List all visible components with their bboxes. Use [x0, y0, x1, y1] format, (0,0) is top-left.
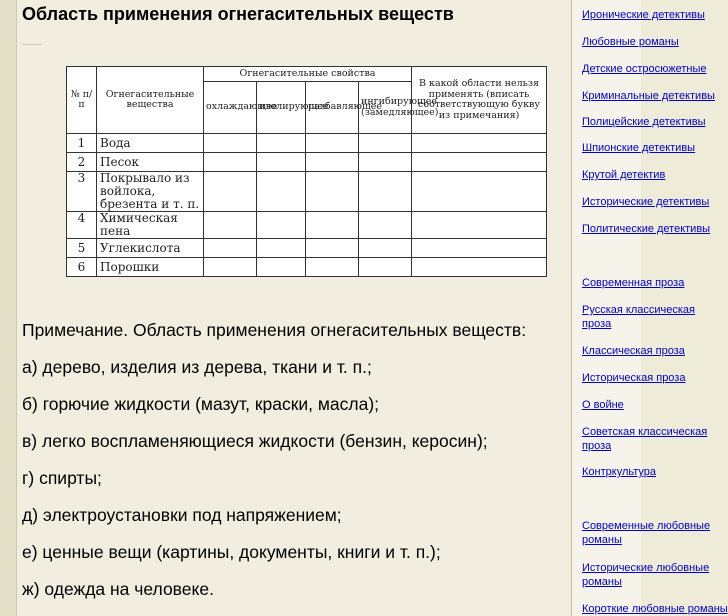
header-inhibiting: ингибирующее (замедляющее) — [359, 82, 412, 134]
note-item: а) дерево, изделия из дерева, ткани и т. п.; — [22, 357, 372, 377]
sidebar-link-russian-classic-prose-2[interactable]: проза — [582, 318, 612, 330]
cell-diluting — [306, 239, 359, 258]
header-cooling: охлаждающее — [204, 82, 257, 134]
sidebar-link-love-novels[interactable]: Любовные романы — [582, 36, 679, 48]
cell-isolating — [257, 172, 306, 212]
header-agent: Огнегасительные вещества — [97, 67, 204, 134]
cell-isolating — [257, 258, 306, 277]
sidebar-link-russian-classic-prose[interactable]: Русская классическая — [582, 304, 695, 316]
note-section — [22, 318, 567, 614]
cell-inhibiting — [359, 134, 412, 153]
left-margin-strip — [0, 0, 17, 616]
row-number: 6 — [67, 258, 97, 277]
sidebar-link-historical-love-novels-2[interactable]: романы — [582, 576, 622, 588]
cell-cooling — [204, 258, 257, 277]
genre-sidebar — [571, 0, 728, 616]
sidebar-link-short-love-novels[interactable]: Короткие любовные романы — [582, 603, 728, 615]
cell-inhibiting — [359, 258, 412, 277]
cell-area — [412, 239, 547, 258]
agent-name: Покрывало из войлока, брезента и т. п. — [97, 172, 204, 212]
table-row — [67, 172, 547, 212]
header-not-applicable-area: В какой области нельзя применять (вписать соответствующую букву из примечания) — [412, 67, 547, 134]
table-row — [67, 258, 547, 277]
agent-name: Песок — [97, 153, 204, 172]
title-divider — [22, 44, 42, 45]
cell-inhibiting — [359, 239, 412, 258]
sidebar-link-spy-detectives[interactable]: Шпионские детективы — [582, 142, 696, 154]
article — [17, 0, 570, 616]
sidebar-link-classic-prose[interactable]: Классическая проза — [582, 345, 685, 357]
sidebar-link-about-war[interactable]: О войне — [582, 399, 624, 411]
note-item: г) спирты; — [22, 468, 102, 488]
row-number: 5 — [67, 239, 97, 258]
extinguishing-agents-table-figure — [66, 66, 546, 277]
cell-inhibiting — [359, 153, 412, 172]
note-item: б) горючие жидкости (мазут, краски, масла); — [22, 394, 380, 414]
sidebar-link-counterculture[interactable]: Контркультура — [582, 466, 657, 478]
cell-diluting — [306, 258, 359, 277]
cell-diluting — [306, 134, 359, 153]
row-number: 2 — [67, 153, 97, 172]
sidebar-link-police-detectives[interactable]: Полицейские детективы — [582, 116, 706, 128]
cell-cooling — [204, 134, 257, 153]
cell-area — [412, 172, 547, 212]
sidebar-link-modern-prose[interactable]: Современная проза — [582, 277, 685, 289]
table-row — [67, 212, 547, 239]
cell-cooling — [204, 153, 257, 172]
cell-isolating — [257, 239, 306, 258]
table-row — [67, 134, 547, 153]
cell-area — [412, 153, 547, 172]
cell-diluting — [306, 153, 359, 172]
cell-diluting — [306, 212, 359, 239]
sidebar-link-kids-thrillers[interactable]: Детские остросюжетные — [582, 63, 707, 75]
row-number: 3 — [67, 172, 97, 212]
header-diluting: разбавляющее — [306, 82, 359, 134]
sidebar-link-historical-prose[interactable]: Историческая проза — [582, 372, 686, 384]
table-row — [67, 153, 547, 172]
cell-cooling — [204, 172, 257, 212]
cell-isolating — [257, 212, 306, 239]
cell-diluting — [306, 172, 359, 212]
sidebar-link-soviet-classic-prose[interactable]: Советская классическая — [582, 426, 708, 438]
note-item: д) электроустановки под напряжением; — [22, 505, 342, 525]
agent-name: Углекислота — [97, 239, 204, 258]
sidebar-link-ironic-detectives[interactable]: Иронические детективы — [582, 9, 705, 21]
header-number: № п/п — [67, 67, 97, 134]
cell-cooling — [204, 239, 257, 258]
sidebar-link-political-detectives[interactable]: Политические детективы — [582, 223, 711, 235]
sidebar-link-criminal-detectives[interactable]: Криминальные детективы — [582, 90, 715, 102]
cell-area — [412, 212, 547, 239]
cell-cooling — [204, 212, 257, 239]
sidebar-link-historical-detectives[interactable]: Исторические детективы — [582, 196, 710, 208]
note-item: ж) одежда на человеке. — [22, 579, 214, 599]
header-isolating: изолирующее — [257, 82, 306, 134]
sidebar-link-soviet-classic-prose-2[interactable]: проза — [582, 440, 612, 452]
cell-isolating — [257, 153, 306, 172]
sidebar-link-modern-love-novels-2[interactable]: романы — [582, 534, 622, 546]
note-item: е) ценные вещи (картины, документы, книги и т. п.); — [22, 542, 441, 562]
row-number: 1 — [67, 134, 97, 153]
cell-isolating — [257, 134, 306, 153]
note-intro: Примечание. Область применения огнегасительных веществ: — [22, 320, 527, 340]
agent-name: Порошки — [97, 258, 204, 277]
cell-inhibiting — [359, 212, 412, 239]
note-item: в) легко воспламеняющиеся жидкости (бензин, керосин); — [22, 431, 488, 451]
cell-area — [412, 134, 547, 153]
sidebar-link-hard-detective[interactable]: Крутой детектив — [582, 169, 666, 181]
row-number: 4 — [67, 212, 97, 239]
page-title: Область применения огнегасительных веществ — [22, 4, 454, 24]
cell-area — [412, 258, 547, 277]
agent-name: Химическая пена — [97, 212, 204, 239]
sidebar-link-historical-love-novels[interactable]: Исторические любовные — [582, 562, 710, 574]
header-properties-group: Огнегасительные свойства — [204, 67, 412, 82]
table-row — [67, 239, 547, 258]
cell-inhibiting — [359, 172, 412, 212]
sidebar-link-modern-love-novels[interactable]: Современные любовные — [582, 520, 711, 532]
agent-name: Вода — [97, 134, 204, 153]
extinguishing-agents-table — [66, 66, 547, 277]
